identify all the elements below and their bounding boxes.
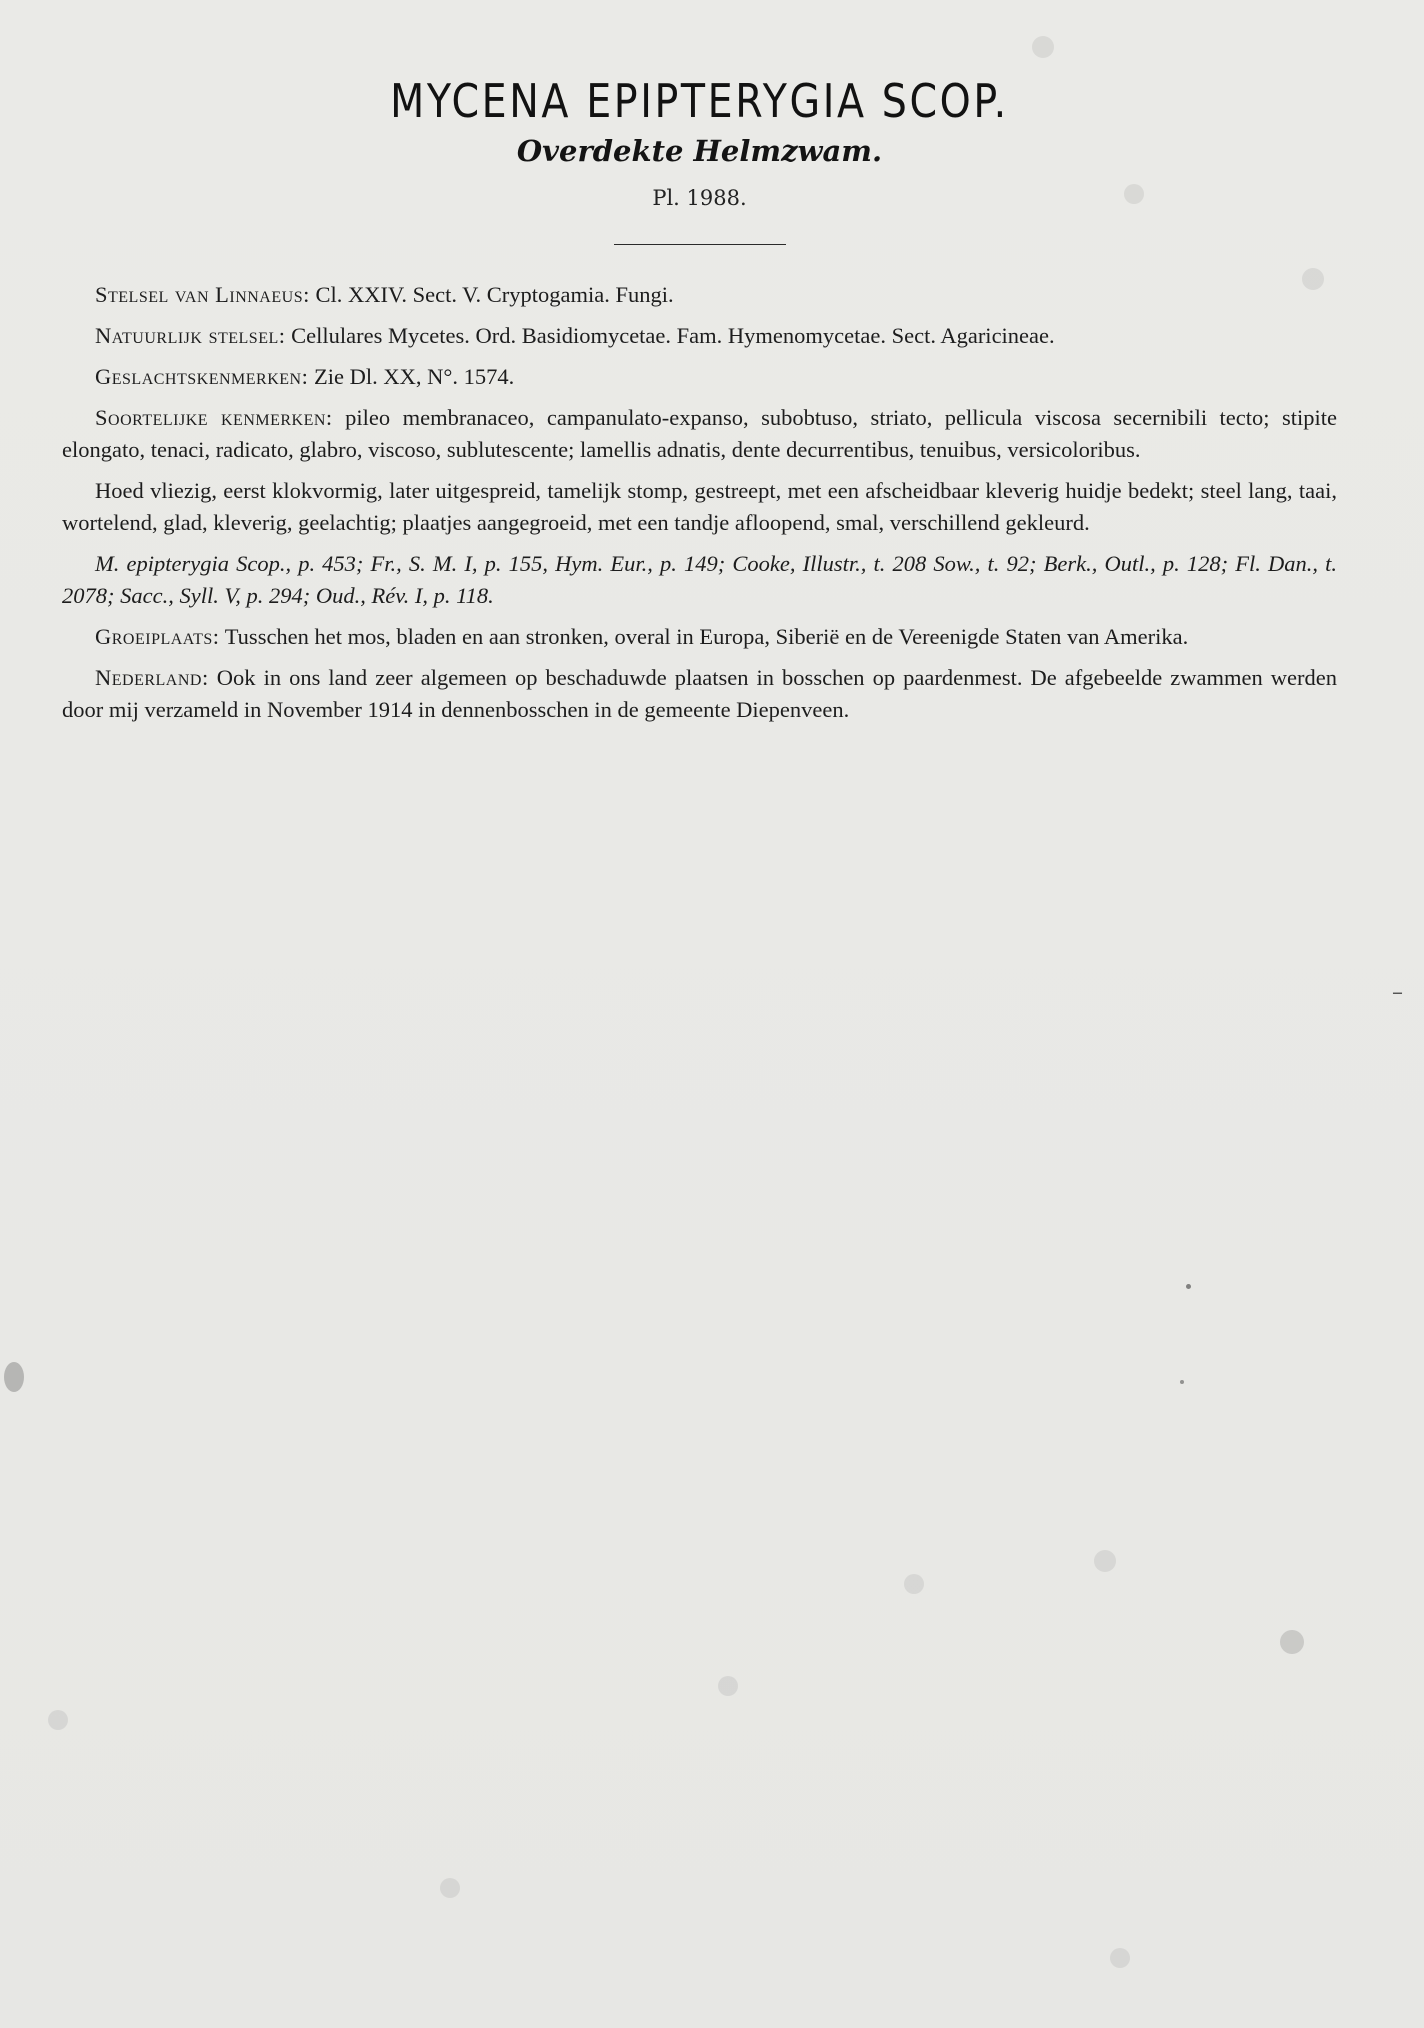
paragraph-label: Geslachtskenmerken: [95,364,309,389]
paragraph-label: Groeiplaats: [95,624,220,649]
paragraph-label: Natuurlijk stelsel: [95,323,286,348]
paragraph-label: Stelsel van Linnaeus: [95,282,310,307]
paragraph-text: Cl. XXIV. Sect. V. Cryptogamia. Fungi. [309,282,674,307]
paragraph-netherlands [62,662,1337,726]
paper-speck [48,1710,68,1730]
paper-speck [1110,1948,1130,1968]
paper-speck [1280,1630,1304,1654]
species-title: MYCENA EPIPTERYGIA SCOP. [390,74,1009,128]
paragraph-text: Ook in ons land zeer algemeen op beschaduwde plaatsen in bosschen op paardenmest. De afgebeelde zwammen werden door mij verzameld in November 1914 in dennenbosschen in de gemeente Diepenveen. [62,665,1337,722]
common-name: Overdekte Helmzwam. [516,134,883,168]
paper-speck [1094,1550,1116,1572]
paragraph-text: pileo membranaceo, campanulato-expanso, subobtuso, striato, pellicula viscosa secernibili tecto; stipite elongato, tenaci, radicato, glabro, viscoso, sublutescente; lamellis adnatis, dente decurrentibus, tenuibus, versicoloribus. [62,405,1337,462]
paragraph-species-characters [62,402,1337,466]
paper-speck [718,1676,738,1696]
paragraph-text: Tusschen het mos, bladen en aan stronken, overal in Europa, Siberië en de Vereenigde Staten van Amerika. [219,624,1189,649]
paper-speck [1180,1380,1184,1384]
margin-mark: – [1392,980,1403,1005]
text-block [62,68,1337,735]
paper-speck [1032,36,1054,58]
paragraph-genus-characters [62,361,1337,393]
paper-speck [440,1878,460,1898]
paragraph-label: Nederland: [95,665,209,690]
divider-rule [614,244,786,245]
paragraph-text: Cellulares Mycetes. Ord. Basidiomycetae. Fam. Hymenomycetae. Sect. Agaricineae. [285,323,1055,348]
paper-speck [4,1362,24,1392]
paragraph-label: Soortelijke kenmerken: [95,405,333,430]
paper-speck [904,1574,924,1594]
paragraph-linnaeus [62,279,1337,311]
description-body [62,279,1337,726]
paragraph-habitat [62,621,1337,653]
plate-number: Pl. 1988. [652,186,747,210]
paragraph-description: Hoed vliezig, eerst klokvormig, later uitgespreid, tamelijk stomp, gestreept, met een afscheidbaar kleverig huidje bedekt; steel lang, taai, wortelend, glad, kleverig, geelachtig; plaatjes aangegroeid, met een tandje afloopend, smal, verschillend gekleurd. [62,478,1337,535]
paragraph-text: Zie Dl. XX, N°. 1574. [308,364,515,389]
paragraph-natural-system [62,320,1337,352]
paper-speck [1186,1284,1191,1289]
paragraph-citations: M. epipterygia Scop., p. 453; Fr., S. M. I, p. 155, Hym. Eur., p. 149; Cooke, Illustr., t. 208 Sow., t. 92; Berk., Outl., p. 128; Fl. Dan., t. 2078; Sacc., Syll. V, p. 294; Oud., Rév. I, p. 118. [62,551,1337,608]
